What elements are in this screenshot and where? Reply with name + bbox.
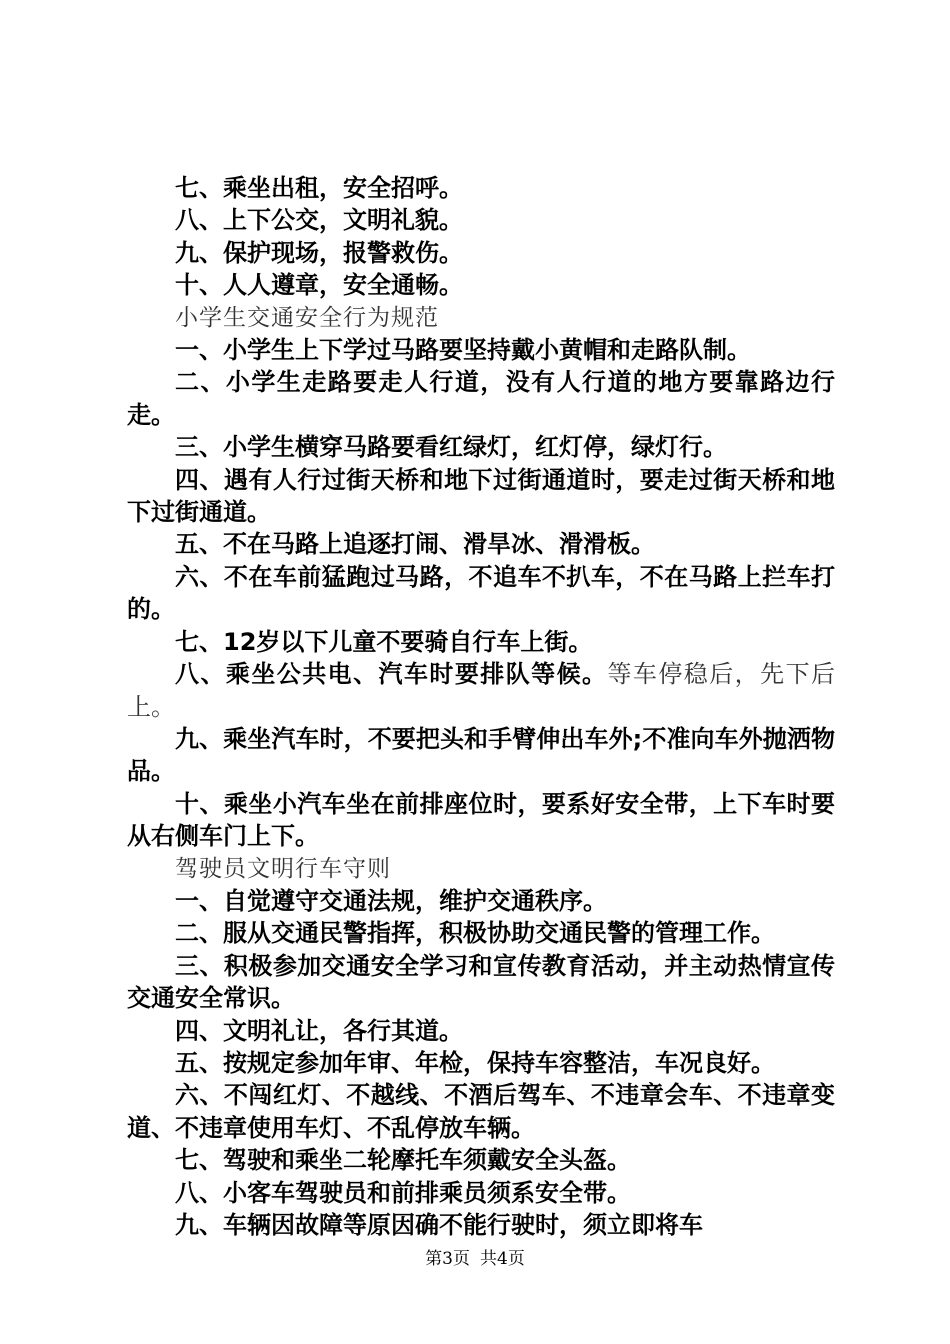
paragraph: 十、人人遵章，安全通畅。: [175, 271, 463, 300]
section-heading: 驾驶员文明行车守则: [175, 855, 391, 882]
section-heading: 小学生交通安全行为规范: [175, 304, 439, 331]
paragraph: 九、乘坐汽车时，不要把头和手臂伸出车外;不准向车外抛洒物品。: [127, 724, 835, 786]
paragraph: 二、服从交通民警指挥，积极协助交通民警的管理工作。: [175, 919, 775, 948]
paragraph: 八、小客车驾驶员和前排乘员须系安全带。: [175, 1178, 631, 1207]
page-number: 第3页: [425, 1249, 470, 1269]
page-footer: [0, 1244, 950, 1269]
paragraph: 二、小学生走路要走人行道，没有人行道的地方要靠路边行走。: [127, 368, 835, 429]
paragraph: 九、车辆因故障等原因确不能行驶时，须立即将车: [175, 1211, 703, 1239]
paragraph: 六、不在车前猛跑过马路，不追车不扒车，不在马路上拦车打的。: [127, 562, 835, 624]
paragraph-main: 八、乘坐公共电、汽车时要排队等候。: [175, 660, 608, 689]
page-total: 共4页: [480, 1249, 525, 1269]
paragraph: 七、12岁以下儿童不要骑自行车上街。: [175, 627, 593, 656]
paragraph: 四、文明礼让，各行其道。: [175, 1016, 463, 1045]
paragraph: 三、小学生横穿马路要看红绿灯，红灯停，绿灯行。: [175, 433, 727, 462]
paragraph: 三、积极参加交通安全学习和宣传教育活动，并主动热情宣传交通安全常识。: [127, 951, 835, 1013]
paragraph: 七、乘坐出租，安全招呼。: [175, 174, 463, 202]
paragraph: 七、驾驶和乘坐二轮摩托车须戴安全头盔。: [175, 1146, 631, 1175]
paragraph: 四、遇有人行过街天桥和地下过街通道时，要走过街天桥和地下过街通道。: [127, 465, 835, 527]
paragraph: 十、乘坐小汽车坐在前排座位时，要系好安全带，上下车时要从右侧车门上下。: [127, 789, 835, 851]
paragraph-tail: 等车停稳后，先下后上。: [127, 660, 836, 721]
paragraph: 八、上下公交，文明礼貌。: [175, 206, 463, 235]
paragraph: 一、小学生上下学过马路要坚持戴小黄帽和走路队制。: [175, 336, 751, 365]
paragraph: 一、自觉遵守交通法规，维护交通秩序。: [175, 886, 607, 915]
paragraph: 五、不在马路上追逐打闹、滑旱冰、滑滑板。: [175, 530, 655, 559]
paragraph: 九、保护现场，报警救伤。: [175, 238, 463, 267]
paragraph: [127, 658, 835, 723]
document-body: [127, 172, 835, 1241]
paragraph: 五、按规定参加年审、年检，保持车容整洁，车况良好。: [175, 1048, 775, 1077]
paragraph: 六、不闯红灯、不越线、不酒后驾车、不违章会车、不违章变道、不违章使用车灯、不乱停放车辆。: [127, 1081, 835, 1142]
